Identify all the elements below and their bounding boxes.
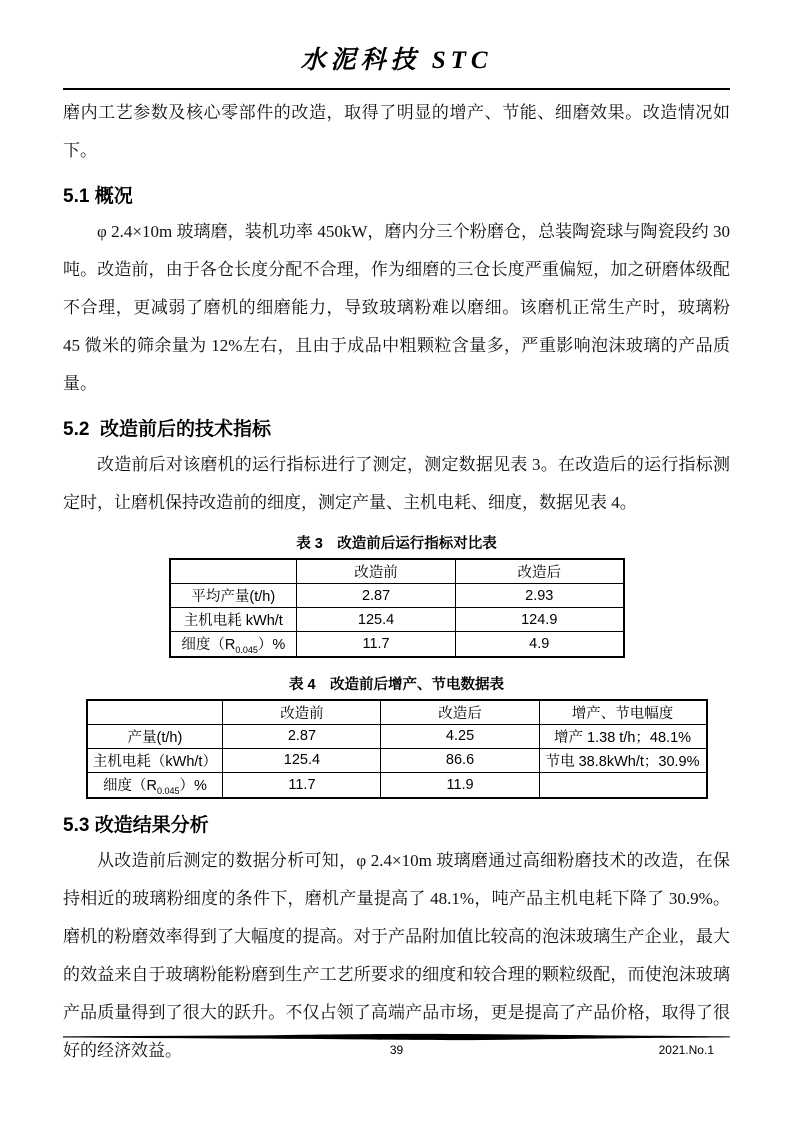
table-cell: 主机电耗（kWh/t）: [87, 748, 223, 772]
table-cell: 2.93: [456, 584, 624, 608]
section-heading-5-2: 5.2 改造前后的技术指标: [63, 419, 271, 440]
table-cell: 11.7: [223, 772, 381, 797]
table-row: [170, 632, 624, 657]
intro-paragraph: 磨内工艺参数及核心零部件的改造，取得了明显的增产、节能、细磨效果。改造情况如下。: [63, 103, 730, 160]
table-cell: 节电 38.8kWh/t；30.9%: [539, 748, 706, 772]
table-row: [87, 724, 707, 748]
table-cell: 增产 1.38 t/h；48.1%: [539, 724, 706, 748]
table-cell: 细度$(R_{0.045})\%$: [170, 632, 297, 657]
table-cell: [539, 772, 706, 797]
table-cell: 11.7: [297, 632, 456, 657]
table-cell: 124.9: [456, 608, 624, 632]
table-cell: 产量(t/h): [87, 724, 223, 748]
table-cell: 86.6: [381, 748, 539, 772]
page-footer: [63, 1033, 730, 1059]
journal-title: 水泥科技 STC: [300, 47, 493, 74]
table-header-cell: [87, 700, 223, 725]
table-header-cell: 改造前: [223, 700, 381, 725]
footer-text-row: [63, 1043, 730, 1059]
table-row: [170, 608, 624, 632]
table-cell: 4.25: [381, 724, 539, 748]
table-cell: 平均产量(t/h): [170, 584, 297, 608]
table-cell: 2.87: [223, 724, 381, 748]
table-cell: 细度$(R_{0.045})\%$: [87, 772, 223, 797]
section-heading-5-1: 5.1 概况: [63, 186, 133, 207]
article-body: [63, 94, 730, 1070]
table-row: [87, 772, 707, 797]
table-cell: 11.9: [381, 772, 539, 797]
table-4-caption: 表 4 改造前后增产、节电数据表: [288, 676, 505, 693]
table-row: [87, 748, 707, 772]
footer-divider-rule: [63, 1033, 730, 1041]
table-cell: 125.4: [223, 748, 381, 772]
table-header-cell: 改造前: [297, 559, 456, 584]
table-header-cell: 增产、节电幅度: [539, 700, 706, 725]
section-5-3-paragraph: 从改造前后测定的数据分析可知，φ 2.4×10m 玻璃磨通过高细粉磨技术的改造，在保持相近的玻璃粉细度的条件下，磨机产量提高了 48.1%，吨产品主机电耗下降了 30.9%。磨机的粉磨效率得到了大幅度的提高。对于产品附加值比较高的泡沫玻璃生产企业，最大的效益来自于玻璃粉能粉磨到生产工艺所要求的细度和较合理的颗粒级配，而使泡沫玻璃产品质量得到了很大的跃升。不仅占领了高端产品市场，更是提高了产品价格，取得了很好的经济效益。: [63, 850, 730, 1060]
table-cell: 4.9: [456, 632, 624, 657]
table-3-caption: 表 3 改造前后运行指标对比表: [296, 536, 497, 552]
table-row: [170, 584, 624, 608]
table-cell: 2.87: [297, 584, 456, 608]
table-4-savings: [86, 699, 708, 799]
section-heading-5-3: 5.3 改造结果分析: [63, 814, 209, 836]
journal-header: [63, 40, 730, 90]
issue-label: 2021.No.1: [658, 1043, 714, 1057]
section-5-1-paragraph: φ 2.4×10m 玻璃磨，装机功率 450kW，磨内分三个粉磨仓，总装陶瓷球与陶瓷段约 30 吨。改造前，由于各仓长度分配不合理，作为细磨的三仓长度严重偏短，加之研磨体级配不合理，更减弱了磨机的细磨能力，导致玻璃粉难以磨细。该磨机正常生产时，玻璃粉 45 微米的筛余量为 12%左右，且由于成品中粗颗粒含量多，严重影响泡沫玻璃的产品质量。: [63, 222, 730, 393]
table-cell: 主机电耗 kWh/t: [170, 608, 297, 632]
page-number: 39: [389, 1043, 404, 1057]
table-3-comparison: [169, 558, 625, 658]
table-header-cell: 改造后: [456, 559, 624, 584]
section-5-2-paragraph: 改造前后对该磨机的运行指标进行了测定，测定数据见表 3。在改造后的运行指标测定时，让磨机保持改造前的细度，测定产量、主机电耗、细度，数据见表 4。: [63, 455, 730, 512]
table-header-cell: [170, 559, 297, 584]
table-cell: 125.4: [297, 608, 456, 632]
table-header-cell: 改造后: [381, 700, 539, 725]
